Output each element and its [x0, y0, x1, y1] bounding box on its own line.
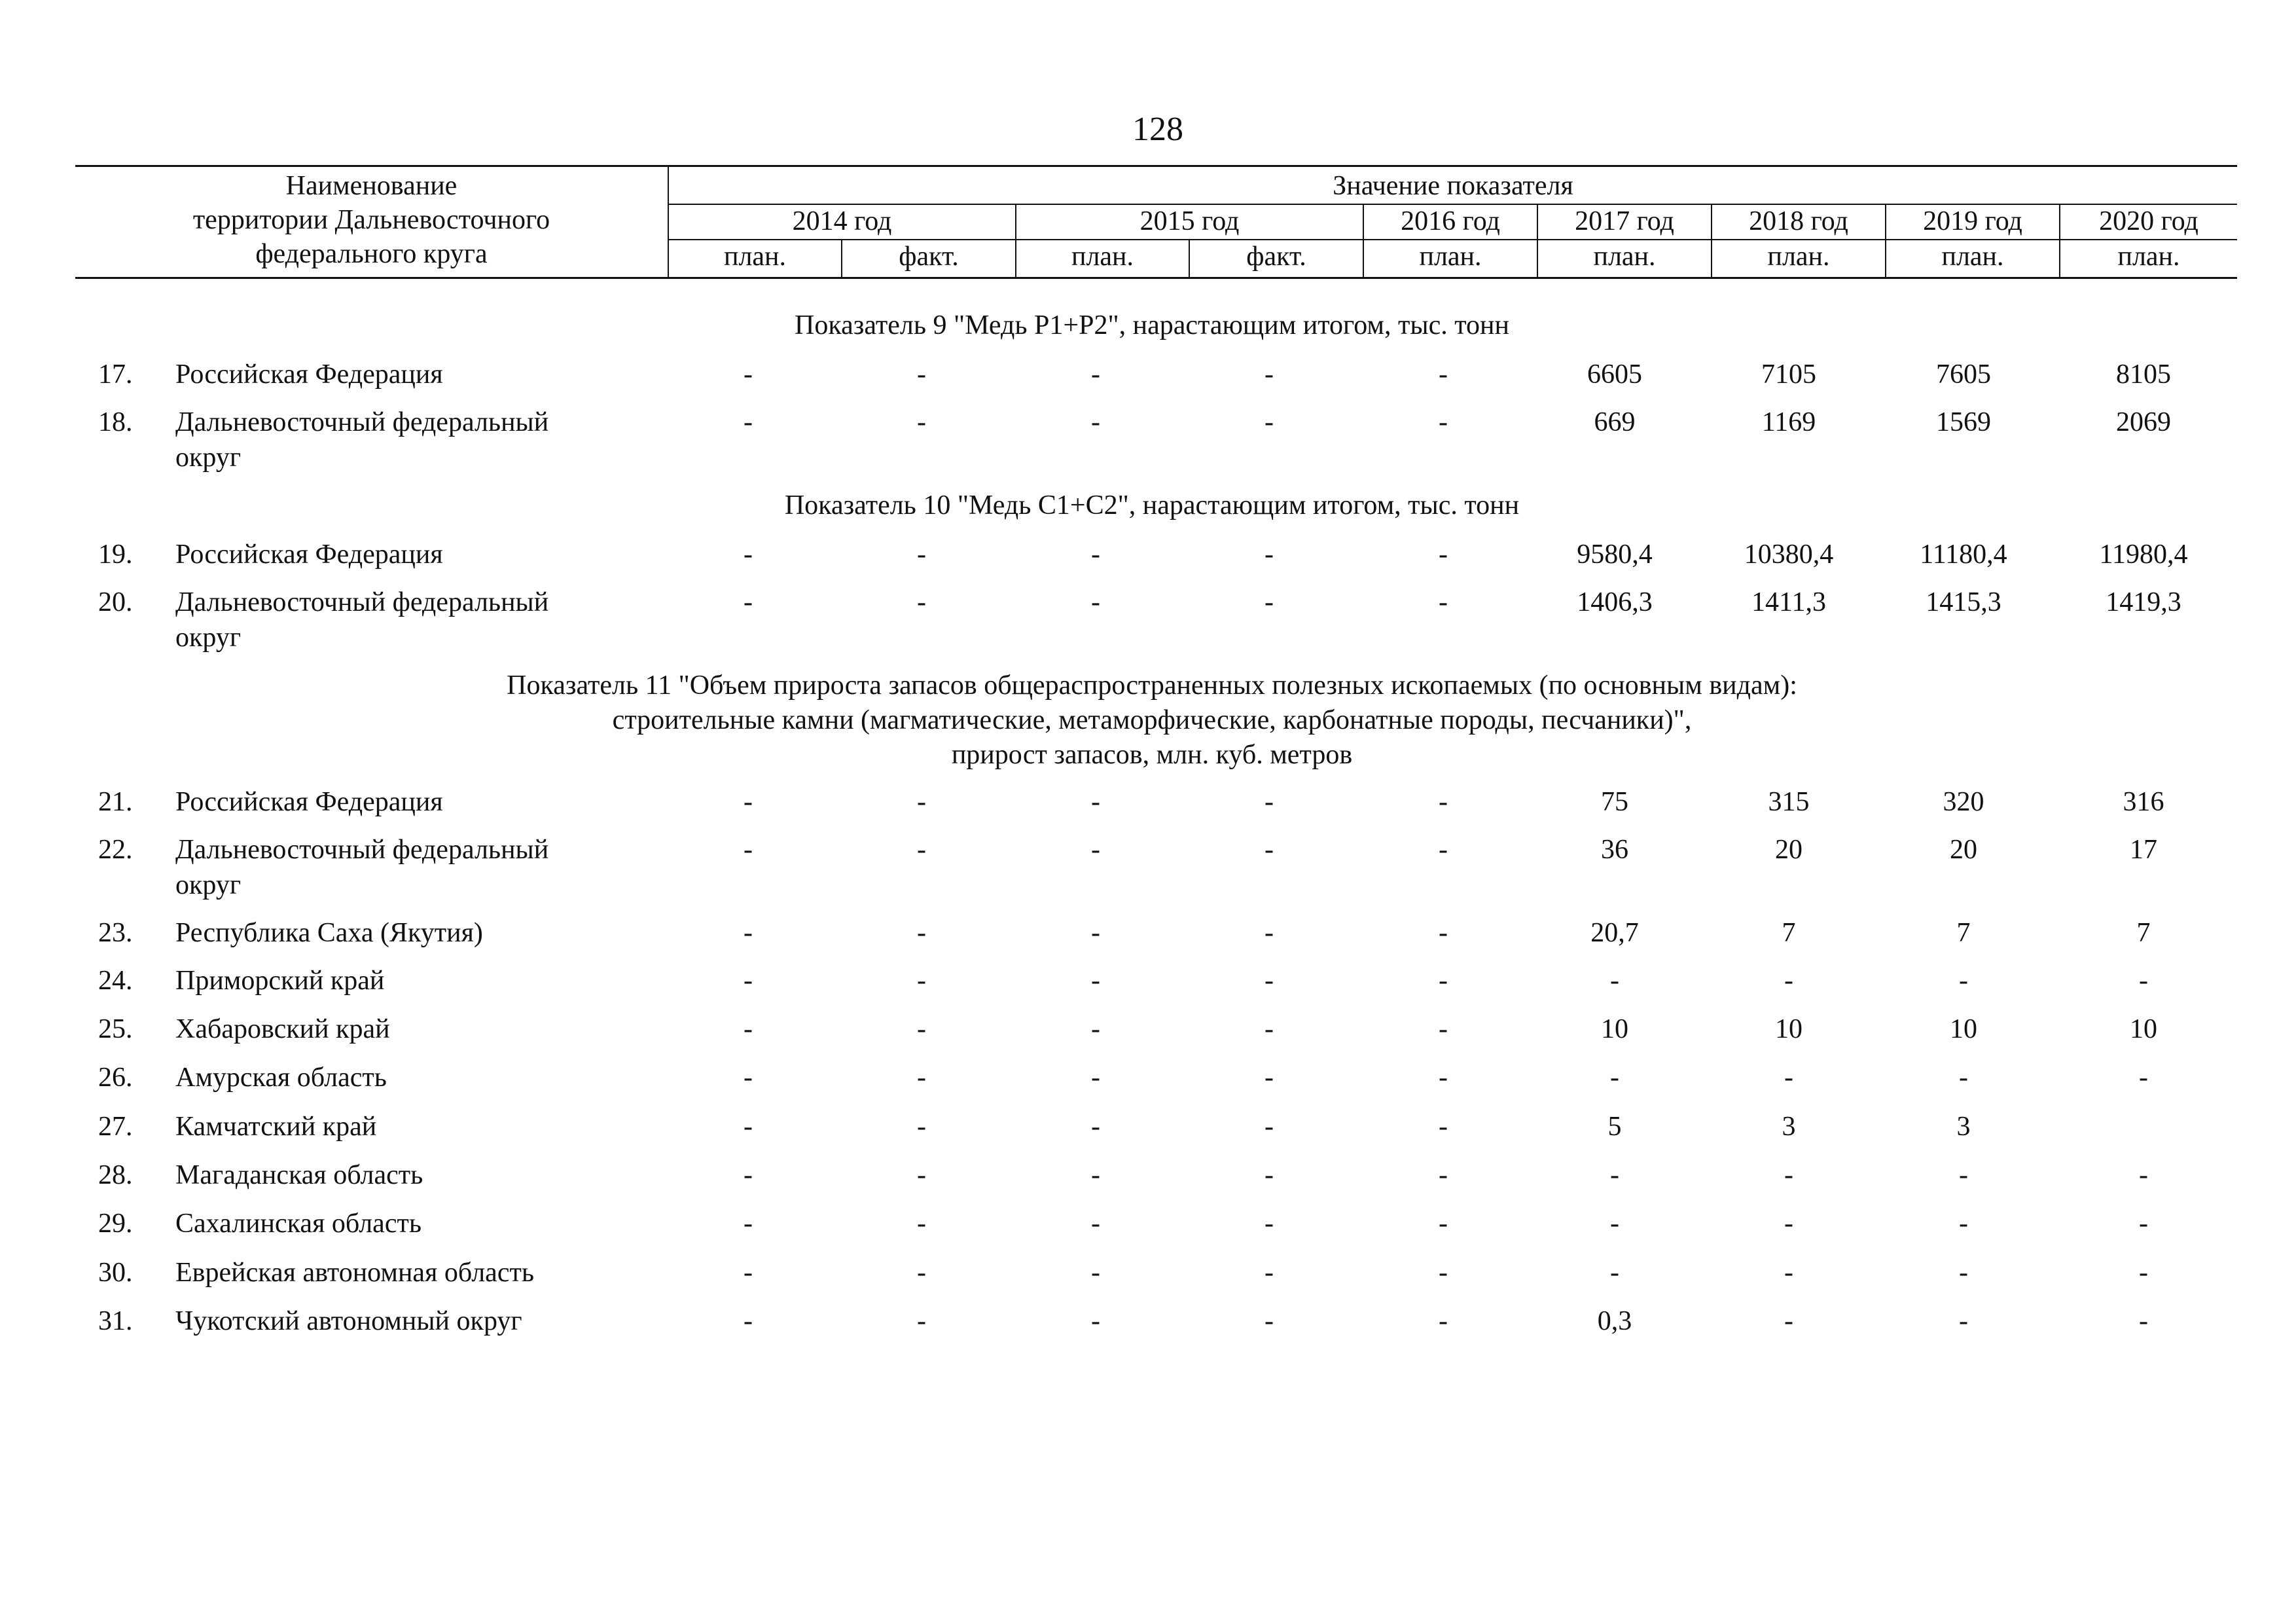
row-value: 10380,4 [1744, 539, 1834, 570]
row-value: - [1439, 1258, 1448, 1288]
row-value: - [1265, 918, 1274, 948]
row-value: - [1091, 1209, 1100, 1239]
table-row [0, 1206, 2296, 1241]
row-value: - [1959, 1063, 1968, 1093]
header-sub-2014-fact: факт. [899, 242, 959, 272]
table-row [0, 537, 2296, 572]
row-name-line: Российская Федерация [175, 359, 443, 390]
section-title: прирост запасов, млн. куб. метров [951, 740, 1353, 770]
row-name [175, 1158, 673, 1193]
row-number: 29. [98, 1209, 133, 1239]
row-value: - [1439, 835, 1448, 865]
row-value: - [1439, 359, 1448, 390]
header-sub-2015-fact: факт. [1246, 242, 1306, 272]
row-value: 7 [2136, 918, 2151, 948]
row-name-line: Дальневосточный федеральный [175, 407, 549, 437]
row-value: 316 [2123, 787, 2164, 817]
row-value: 17 [2130, 835, 2157, 865]
row-value: 7 [1782, 918, 1796, 948]
row-value: - [744, 407, 753, 437]
row-name [175, 585, 673, 655]
row-value: - [1265, 1014, 1274, 1044]
header-sub-2017-plan: план. [1593, 242, 1656, 272]
row-name-line: Российская Федерация [175, 539, 443, 570]
row-value: - [917, 1258, 926, 1288]
row-value: - [744, 1258, 753, 1288]
row-name [175, 537, 673, 572]
row-value: 20 [1775, 835, 1803, 865]
header-sub-2019-plan: план. [1941, 242, 2004, 272]
row-value: - [917, 359, 926, 390]
row-value: - [1091, 587, 1100, 617]
row-name [175, 1304, 673, 1339]
row-value: - [1610, 966, 1619, 996]
row-value: - [1439, 787, 1448, 817]
row-number: 26. [98, 1063, 133, 1093]
row-name [175, 405, 673, 475]
row-number: 28. [98, 1160, 133, 1190]
row-name [175, 1206, 673, 1241]
row-name-line: Российская Федерация [175, 787, 443, 817]
row-value: - [1439, 966, 1448, 996]
row-name-line: Чукотский автономный округ [175, 1306, 522, 1336]
row-value: - [917, 1160, 926, 1190]
row-number: 18. [98, 407, 133, 437]
row-value: - [1959, 966, 1968, 996]
row-value: 1569 [1936, 407, 1991, 437]
row-name [175, 784, 673, 820]
row-value: 315 [1768, 787, 1810, 817]
row-value: - [1439, 918, 1448, 948]
row-value: 7 [1956, 918, 1971, 948]
row-value: 11980,4 [2099, 539, 2188, 570]
table-row [0, 1109, 2296, 1144]
row-value: - [1091, 407, 1100, 437]
row-value: - [1091, 1112, 1100, 1142]
row-number: 30. [98, 1258, 133, 1288]
row-value: - [744, 359, 753, 390]
row-name-line: Дальневосточный федеральный [175, 587, 549, 617]
row-name [175, 915, 673, 951]
row-value: - [1265, 1306, 1274, 1336]
row-value: - [917, 587, 926, 617]
header-name-line-3: федерального круга [255, 239, 488, 269]
row-value: - [917, 1063, 926, 1093]
row-number: 19. [98, 539, 133, 570]
row-value: 75 [1601, 787, 1628, 817]
row-number: 27. [98, 1112, 133, 1142]
row-value: - [1265, 966, 1274, 996]
row-value: - [1091, 1063, 1100, 1093]
row-value: - [1784, 1306, 1793, 1336]
row-value: - [1091, 787, 1100, 817]
row-value: - [744, 587, 753, 617]
row-value: - [1265, 407, 1274, 437]
row-value: - [1439, 1063, 1448, 1093]
row-value: - [2139, 1160, 2148, 1190]
row-value: - [1439, 1209, 1448, 1239]
row-value: - [917, 1306, 926, 1336]
table-row [0, 585, 2296, 655]
row-value: 10 [1950, 1014, 1977, 1044]
row-value: 2069 [2116, 407, 2171, 437]
row-value: 20,7 [1590, 918, 1639, 948]
row-value: - [2139, 1209, 2148, 1239]
row-value: 3 [1782, 1112, 1796, 1142]
table-row [0, 1255, 2296, 1290]
section-title: Показатель 9 "Медь P1+P2", нарастающим итогом, тыс. тонн [795, 310, 1509, 340]
row-value: - [1265, 1063, 1274, 1093]
row-name [175, 1109, 673, 1144]
header-sub-2014-plan: план. [723, 242, 787, 272]
table-row [0, 1304, 2296, 1339]
row-value: - [1265, 539, 1274, 570]
table-row [0, 915, 2296, 951]
row-value: - [917, 918, 926, 948]
row-number: 20. [98, 587, 133, 617]
row-value: - [917, 787, 926, 817]
row-value: - [1265, 587, 1274, 617]
row-number: 23. [98, 918, 133, 948]
table-row [0, 963, 2296, 998]
table-row [0, 357, 2296, 392]
header-year-2015: 2015 год [1139, 206, 1240, 236]
header-year-2016: 2016 год [1401, 206, 1500, 236]
row-value: - [1784, 1258, 1793, 1288]
row-value: - [1610, 1063, 1619, 1093]
row-value: - [1784, 1209, 1793, 1239]
row-value: - [1784, 966, 1793, 996]
row-value: 1411,3 [1751, 587, 1826, 617]
header-year-2017: 2017 год [1575, 206, 1674, 236]
row-value: - [1959, 1160, 1968, 1190]
row-value: - [1265, 1258, 1274, 1288]
table-row [0, 1060, 2296, 1095]
row-value: 10 [1775, 1014, 1803, 1044]
row-name-line: Дальневосточный федеральный [175, 835, 549, 865]
row-value: - [1610, 1258, 1619, 1288]
header-year-2014: 2014 год [792, 206, 892, 236]
row-name [175, 1255, 673, 1290]
row-value: 9580,4 [1577, 539, 1653, 570]
header-value-title: Значение показателя [1333, 171, 1573, 201]
row-value: 6605 [1587, 359, 1642, 390]
row-value: - [1091, 966, 1100, 996]
row-value: - [1439, 539, 1448, 570]
row-value: - [1265, 1160, 1274, 1190]
row-name [175, 963, 673, 998]
row-value: 5 [1607, 1112, 1622, 1142]
header-sub-2018-plan: план. [1767, 242, 1830, 272]
row-name-line: Приморский край [175, 966, 385, 996]
row-value: - [1265, 359, 1274, 390]
row-value: - [1439, 1112, 1448, 1142]
header-year-2019: 2019 год [1923, 206, 2022, 236]
row-value: - [1091, 835, 1100, 865]
row-number: 22. [98, 835, 133, 865]
row-value: - [744, 1112, 753, 1142]
row-value: 1419,3 [2106, 587, 2181, 617]
row-value: - [2139, 1306, 2148, 1336]
row-name-line: округ [175, 870, 242, 900]
row-value: - [1439, 407, 1448, 437]
row-value: - [1091, 539, 1100, 570]
row-name-line: округ [175, 443, 242, 473]
row-value: - [1091, 359, 1100, 390]
row-value: - [1091, 1160, 1100, 1190]
row-value: 0,3 [1597, 1306, 1632, 1336]
row-value: 1169 [1761, 407, 1816, 437]
header-sub-2016-plan: план. [1419, 242, 1482, 272]
row-value: - [744, 539, 753, 570]
row-value: - [917, 1014, 926, 1044]
row-value: - [1091, 1306, 1100, 1336]
row-value: 10 [2130, 1014, 2157, 1044]
row-value: - [917, 407, 926, 437]
row-value: - [1439, 587, 1448, 617]
row-value: - [744, 1063, 753, 1093]
row-number: 31. [98, 1306, 133, 1336]
row-value: 669 [1594, 407, 1636, 437]
table-row [0, 1012, 2296, 1047]
row-value: 36 [1601, 835, 1628, 865]
row-name-line: Камчатский край [175, 1112, 377, 1142]
row-value: 10 [1601, 1014, 1628, 1044]
row-value: - [744, 918, 753, 948]
row-value: - [744, 835, 753, 865]
header-sub-2020-plan: план. [2117, 242, 2180, 272]
row-value: - [744, 966, 753, 996]
row-name-line: Еврейская автономная область [175, 1258, 534, 1288]
row-value: - [1265, 835, 1274, 865]
row-value: - [917, 966, 926, 996]
row-value: - [1091, 1258, 1100, 1288]
row-value: - [2139, 1258, 2148, 1288]
row-name-line: Республика Саха (Якутия) [175, 918, 483, 948]
row-name-line: Хабаровский край [175, 1014, 390, 1044]
row-name [175, 357, 673, 392]
row-value: 3 [1956, 1112, 1971, 1142]
row-name [175, 832, 673, 903]
row-name-line: Сахалинская область [175, 1209, 422, 1239]
row-name [175, 1012, 673, 1047]
page-number: 128 [1132, 111, 1183, 148]
row-value: - [1784, 1160, 1793, 1190]
table-row [0, 832, 2296, 903]
row-value: 7105 [1761, 359, 1816, 390]
header-name-line-1: Наименование [285, 171, 457, 201]
section-title: Показатель 11 "Объем прироста запасов общераспространенных полезных ископаемых (по основным видам): [507, 670, 1797, 701]
row-value: - [1959, 1258, 1968, 1288]
row-value: - [744, 1160, 753, 1190]
row-value: - [1439, 1160, 1448, 1190]
section-title: Показатель 10 "Медь C1+C2", нарастающим итогом, тыс. тонн [784, 490, 1520, 520]
row-value: - [744, 787, 753, 817]
row-value: - [917, 539, 926, 570]
table-row [0, 1158, 2296, 1193]
section-title: строительные камни (магматические, метаморфические, карбонатные породы, песчаники)", [612, 705, 1692, 735]
row-value: - [1265, 1209, 1274, 1239]
header-year-2020: 2020 год [2099, 206, 2198, 236]
row-value: - [1091, 918, 1100, 948]
row-value: 11180,4 [1920, 539, 2007, 570]
row-value: - [744, 1306, 753, 1336]
row-number: 25. [98, 1014, 133, 1044]
row-value: 20 [1950, 835, 1977, 865]
row-value: - [2139, 1063, 2148, 1093]
row-name-line: Магаданская область [175, 1160, 423, 1190]
row-value: 8105 [2116, 359, 2171, 390]
row-value: - [917, 835, 926, 865]
header-sub-2015-plan: план. [1071, 242, 1134, 272]
row-value: 1406,3 [1577, 587, 1653, 617]
row-name-line: Амурская область [175, 1063, 387, 1093]
row-name-line: округ [175, 623, 242, 653]
row-number: 21. [98, 787, 133, 817]
row-number: 17. [98, 359, 133, 390]
row-value: - [1610, 1160, 1619, 1190]
row-value: - [2139, 966, 2148, 996]
row-value: 320 [1943, 787, 1984, 817]
row-value: - [917, 1112, 926, 1142]
row-value: 7605 [1936, 359, 1991, 390]
row-value: - [1959, 1209, 1968, 1239]
header-name-line-2: территории Дальневосточного [192, 205, 550, 235]
row-value: - [1091, 1014, 1100, 1044]
row-value: - [744, 1209, 753, 1239]
row-value: - [1610, 1209, 1619, 1239]
row-value: 1415,3 [1926, 587, 2001, 617]
header-year-2018: 2018 год [1749, 206, 1848, 236]
row-number: 24. [98, 966, 133, 996]
row-value: - [1265, 787, 1274, 817]
row-value: - [1439, 1014, 1448, 1044]
row-value: - [1439, 1306, 1448, 1336]
row-value: - [1959, 1306, 1968, 1336]
table-row [0, 405, 2296, 475]
row-value: - [744, 1014, 753, 1044]
table-row [0, 784, 2296, 820]
row-value: - [1265, 1112, 1274, 1142]
row-name [175, 1060, 673, 1095]
row-value: - [1784, 1063, 1793, 1093]
row-value: - [917, 1209, 926, 1239]
